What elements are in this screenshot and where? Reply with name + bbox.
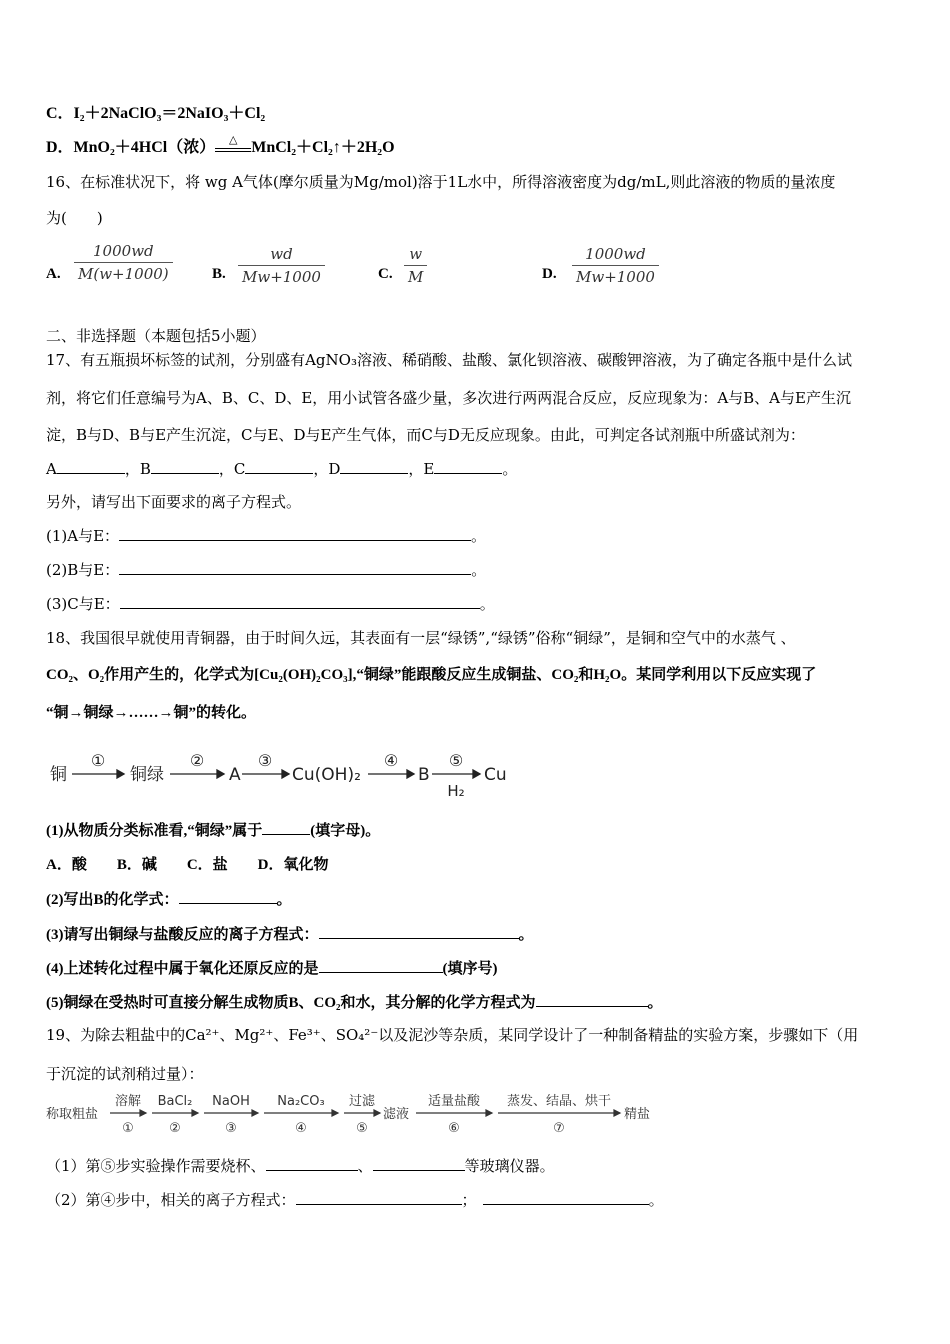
q18-part2-text: (2)写出B的化学式：: [46, 892, 179, 908]
q16-option-b-fraction: [238, 245, 325, 286]
q16-stem-line2: 为( ): [46, 209, 103, 227]
q18-part5-blank[interactable]: [536, 992, 648, 1007]
q19-step-4-num: ④: [295, 1121, 307, 1136]
q18-part4-text: (4)上述转化过程中属于氧化还原反应的是: [46, 961, 319, 977]
q16-option-d-numerator: 1000wd: [585, 245, 646, 263]
q19-part1-text: （1）第⑤步实验操作需要烧杯、: [46, 1157, 266, 1175]
q17-label-e: ，E: [408, 460, 435, 478]
flow-step-5: ⑤: [448, 751, 464, 770]
q19-procedure-flow: [46, 1088, 666, 1140]
q18-line3: “铜→铜绿→……→铜”的转化。: [46, 705, 257, 721]
q19-part2-sep: ；: [461, 1191, 477, 1209]
q19-part1-end: 等玻璃仪器。: [464, 1157, 555, 1175]
q18-part3-text: (3)请写出铜绿与盐酸反应的离子方程式：: [46, 927, 319, 943]
q19-arrowhead-7: [614, 1110, 620, 1116]
q17-label-c: ，C: [218, 460, 246, 478]
q18-part2-blank[interactable]: [179, 889, 277, 904]
q18-part1-end: (填字母)。: [310, 823, 381, 839]
flow-item-copper: 铜: [50, 765, 67, 785]
q19-step-2-num: ②: [169, 1121, 181, 1136]
q19-arrowhead-1: [140, 1110, 146, 1116]
flow-filtrate: 滤液: [383, 1107, 410, 1122]
q19-arrowhead-5: [374, 1110, 380, 1116]
period: 。: [471, 527, 487, 545]
q17-blank-b[interactable]: [151, 459, 219, 474]
q18-part5: [46, 992, 663, 1013]
q19-step-3-num: ③: [225, 1121, 237, 1136]
heat-condition-arrow: [215, 134, 251, 152]
flow-item-cuoh2: Cu(OH)₂: [292, 765, 361, 785]
q18-part3-blank[interactable]: [319, 924, 519, 939]
q18-line2: CO₂、O₂作用产生的，化学式为[Cu₂(OH)₂CO₃],“铜绿”能跟酸反应生成铜盐、CO₂和H₂O。某同学利用以下反应实现了: [46, 667, 817, 683]
period: 。: [471, 561, 487, 579]
q16-option-a-label: A.: [46, 266, 61, 282]
q19-part1-sep: 、: [357, 1157, 373, 1175]
q16-option-b-label: B.: [212, 266, 226, 282]
period: 。: [276, 892, 292, 908]
q17-sub3: [46, 594, 495, 614]
flow-arrowhead-3: [282, 770, 289, 778]
q19-part2-text: （2）第④步中，相关的离子方程式：: [46, 1191, 296, 1209]
q18-part5-text: (5)铜绿在受热时可直接分解生成物质B、CO₂和水，其分解的化学方程式为: [46, 995, 536, 1011]
q19-step-4-label: Na₂CO₃: [277, 1094, 325, 1109]
period: 。: [479, 595, 495, 613]
flow-item-cu: Cu: [484, 765, 507, 785]
flow-start-crude-salt: 称取粗盐: [46, 1107, 99, 1122]
q19-arrowhead-4: [332, 1110, 338, 1116]
q19-step-2-label: BaCl₂: [157, 1094, 193, 1109]
q17-sub1-label: (1)A与E：: [46, 527, 120, 545]
q19-step-6-num: ⑥: [448, 1121, 460, 1136]
q17-sub2: [46, 560, 486, 580]
q16-option-b-numerator: wd: [270, 245, 293, 263]
q19-part1-blank-b[interactable]: [373, 1156, 465, 1171]
flow-step-1: ①: [90, 751, 106, 770]
q16-option-b-denominator: Mw+1000: [238, 265, 325, 286]
flow-end-refined-salt: 精盐: [624, 1107, 651, 1122]
q15-option-d-prefix: D．MnO₂＋4HCl（浓）: [46, 139, 216, 156]
q17-label-d: ，D: [313, 460, 341, 478]
q16-option-d-denominator: Mw+1000: [572, 265, 659, 286]
q19-line1: 19、为除去粗盐中的Ca²⁺、Mg²⁺、Fe³⁺、SO₄²⁻以及泥沙等杂质，某同学设计了一种制备精盐的实验方案，步骤如下（用: [46, 1026, 859, 1044]
q17-line3: 淀，B与D、B与E产生沉淀，C与E、D与E产生气体，而C与D无反应现象。由此，可判定各试剂瓶中所盛试剂为：: [46, 426, 805, 444]
flow-item-a: A: [229, 765, 241, 785]
flow-step-4: ④: [383, 751, 399, 770]
q18-part1: [46, 820, 380, 841]
q18-part1-blank[interactable]: [262, 820, 310, 835]
q19-step-7-label: 蒸发、结晶、烘干: [506, 1094, 612, 1109]
q19-part1-blank-a[interactable]: [266, 1156, 358, 1171]
q18-part1-text: (1)从物质分类标准看,“铜绿”属于: [46, 823, 263, 839]
q19-step-1-num: ①: [122, 1121, 134, 1136]
q15-option-d-suffix: MnCl₂＋Cl₂↑＋2H₂O: [251, 139, 395, 156]
q18-part4-end: (填序号): [442, 961, 498, 977]
q17-blanks-end: 。: [502, 460, 518, 478]
q17-sub3-blank[interactable]: [120, 594, 480, 609]
q19-step-1-label: 溶解: [114, 1094, 142, 1109]
flow-arrowhead-2: [217, 770, 224, 778]
period: 。: [648, 1191, 664, 1209]
q18-part2: [46, 889, 292, 910]
flow-item-b: B: [418, 765, 430, 785]
q16-option-a-denominator: M(w+1000): [74, 262, 173, 283]
q17-sub3-label: (3)C与E：: [46, 595, 120, 613]
q19-line2: 于沉淀的试剂稍过量）：: [46, 1065, 204, 1083]
q17-blank-d[interactable]: [340, 459, 408, 474]
q15-option-d: [46, 134, 395, 158]
q16-option-c-denominator: M: [404, 265, 427, 286]
q15-option-c: C．I₂＋2NaClO₃＝2NaIO₃＋Cl₂: [46, 105, 266, 122]
q17-label-b: ，B: [124, 460, 151, 478]
q16-option-a-numerator: 1000wd: [93, 242, 154, 260]
q16-option-c-numerator: w: [409, 245, 423, 263]
q16-option-c-label: C.: [378, 266, 393, 282]
flow-item-copper-green: 铜绿: [130, 765, 164, 785]
q16-option-c-fraction: [404, 245, 427, 286]
q19-part1: [46, 1156, 555, 1176]
q19-step-3-label: NaOH: [212, 1094, 250, 1109]
q16-stem-line1: 16、在标准状况下，将 wg A气体(摩尔质量为Mg/mol)溶于1L水中，所得溶液密度为dg/mL,则此溶液的物质的量浓度: [46, 173, 836, 191]
q19-part2: [46, 1190, 664, 1210]
q16-option-a-fraction: [74, 242, 173, 283]
flow-step-3: ③: [257, 751, 273, 770]
flow-arrowhead-4: [407, 770, 414, 778]
q18-part3: [46, 924, 534, 945]
q19-arrowhead-6: [486, 1110, 492, 1116]
q17-blank-a[interactable]: [57, 459, 125, 474]
q17-sub1-blank[interactable]: [119, 526, 471, 541]
q16-option-d-label: D.: [542, 266, 557, 282]
q19-part2-blank-b[interactable]: [483, 1190, 649, 1205]
q18-part4-blank[interactable]: [319, 958, 443, 973]
flow-step-5-reagent: H₂: [447, 782, 465, 800]
q18-line1: 18、我国很早就使用青铜器，由于时间久远，其表面有一层“绿锈”,“绿锈”俗称“铜绿”，是铜和空气中的水蒸气 、: [46, 629, 796, 647]
q18-part4: [46, 958, 498, 979]
q17-line5: 另外，请写出下面要求的离子方程式。: [46, 493, 302, 511]
q19-step-7-num: ⑦: [553, 1121, 565, 1136]
q17-sub2-label: (2)B与E：: [46, 561, 120, 579]
flow-arrowhead-5: [473, 770, 480, 778]
q17-answer-blanks: [46, 459, 517, 479]
heat-symbol: △: [229, 134, 238, 146]
q19-step-5-num: ⑤: [356, 1121, 368, 1136]
flow-arrowhead-1: [117, 770, 124, 778]
q19-arrowhead-3: [252, 1110, 258, 1116]
q18-choices: A．酸 B．碱 C．盐 D．氧化物: [46, 857, 329, 873]
q17-blank-c[interactable]: [245, 459, 313, 474]
q18-conversion-flow: [46, 744, 526, 800]
q19-step-5-label: 过滤: [348, 1094, 376, 1109]
q17-sub2-blank[interactable]: [119, 560, 471, 575]
q16-option-d-fraction: [572, 245, 659, 286]
q19-part2-blank-a[interactable]: [296, 1190, 462, 1205]
q17-line1: 17、有五瓶损坏标签的试剂，分别盛有AgNO₃溶液、稀硝酸、盐酸、氯化钡溶液、碳酸钾溶液，为了确定各瓶中是什么试: [46, 351, 852, 369]
q19-step-6-label: 适量盐酸: [427, 1094, 481, 1109]
section-title: 二、非选择题（本题包括5小题）: [46, 327, 266, 345]
q17-label-a: A: [46, 460, 57, 478]
period: 。: [647, 995, 663, 1011]
period: 。: [518, 927, 534, 943]
q17-line2: 剂，将它们任意编号为A、B、C、D、E，用小试管各盛少量，多次进行两两混合反应，反应现象为：A与B、A与E产生沉: [46, 389, 851, 407]
flow-step-2: ②: [189, 751, 205, 770]
q17-blank-e[interactable]: [434, 459, 502, 474]
q19-arrowhead-2: [192, 1110, 198, 1116]
q17-sub1: [46, 526, 486, 546]
